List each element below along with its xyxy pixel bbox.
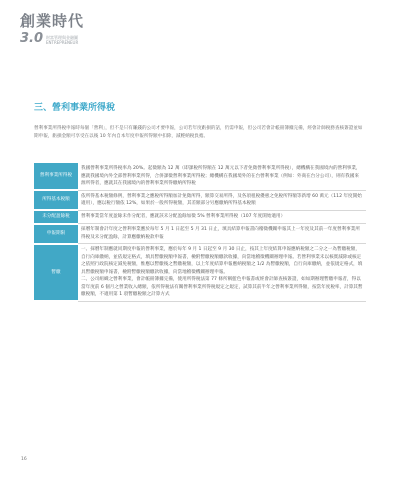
brand-subtitle-zh: 財富管理與金融圖 xyxy=(46,35,79,40)
row-label: 未分配盈餘稅 xyxy=(34,210,78,224)
brand-subrow xyxy=(20,33,84,45)
tax-table-body xyxy=(34,163,366,301)
row-text: 營利事業當年度盈餘未作分配者，應就該未分配盈餘加徵 5% 營利事業所得稅（107 年度開始適用） xyxy=(81,214,286,219)
row-label: 暫繳 xyxy=(34,244,78,302)
table-row xyxy=(34,210,366,224)
row-label: 申報期限 xyxy=(34,224,78,244)
table-row xyxy=(34,244,366,302)
row-content xyxy=(78,224,366,244)
row-label: 營利事業所得稅 xyxy=(34,163,78,190)
row-label: 所得基本稅額 xyxy=(34,190,78,210)
page-number: 16 xyxy=(21,457,27,462)
table-row xyxy=(34,163,366,190)
row-text: 依所得基本稅額條例，營利事業之應稅所得額加計免徵所得，額算交易所得，及各項租稅優惠之免稅所得額等新增 60 萬元（112 年度開始適用），應以稅行額依 12%，如果於一般所得稅額，其差額部分另應繳納所得基本稅額 xyxy=(81,193,362,206)
row-content xyxy=(78,210,366,224)
intro-paragraph: 營利事業所得稅申報時每個「營利」，但不是只有賺錢的公司才要申報，公司若年度虧損的話，仍需申報，但公司若會計帳冊簿據完備，經會計師稅務查核簽證並如期申報，虧損金額可享受在以後 10 年內自本年度申報所得額中扣除，減輕納稅負擔。 xyxy=(34,126,363,139)
row-content xyxy=(78,163,366,190)
brand-title: 創業時代 xyxy=(20,12,85,30)
table-row xyxy=(34,224,366,244)
row-text: 二、公司組織之營利事業，會計帳冊簿據完備，使用所得稅法第 77 條所稱藍色申報書或經會計師查核簽證，如如期辦理暫繳申報者，得以當年度前 6 個月之營業收入總額，依所得稅法有關營利事業所得稅規定之規定，試算其前半年之營利事業所得額，按當年度稅率，計算其暫繳稅額，不適用第 1 項暫繳稅額之計算方式 xyxy=(81,277,363,297)
row-text: 採曆年制會計年度之營利事業應於每年 5 月 1 日起至 5 月 31 日止，填具結算申報書向稽徵機關申報其上一年度及其前一年度營利事業所得稅及未分配盈餘，計算應繳納稅款申報 xyxy=(81,227,360,240)
row-content xyxy=(78,244,366,302)
row-text: 一、採曆年制應就同期度申報的營利事業，應於每年 9 月 1 日起至 9 月 30 日止，按其上年度結算申報應納稅額之二分之一為暫繳稅額，自行向庫繳納，並依規定格式，填具暫繳稅額申報書，檢附暫繳稅額繳款收據，向當地稽徵機關辦理申報。若營利事業未以核實減除或核定之依照行政院核定減免稅額，惟應以暫繳後之暫繳稅額，以上年度結算申報應納稅額之 1/2 為暫繳稅額，自行向庫繳納，並依規定格式，填具暫繳稅額申報書，檢附暫繳稅額繳款收據，向當地稽徵機關辦理申報。 xyxy=(81,247,363,275)
brand-subtitle-en: ENTREPRENEUR xyxy=(46,40,79,45)
row-content xyxy=(78,190,366,210)
brand-subtitle xyxy=(46,35,78,45)
table-row xyxy=(34,190,366,210)
brand-version: 3.0 xyxy=(20,31,44,46)
brand-logo xyxy=(20,10,84,45)
tax-table xyxy=(34,163,366,302)
section-title: 三、營利事業所得稅 xyxy=(34,103,116,113)
row-text: 我國營利事業所得稅率為 20%。起徵額為 12 萬（即課稅所得額在 12 萬元以下者免徵營利事業所得稅），總機構在我國境內的營利事業，應就我國境內外全部營利事業所得，合併課徵營利事業所得稅；總機構在我國境外的在台營利事業（例如：外商在台分公司），則有我國來源所得者，應就其在我國境內的營利事業所得繳納所得稅 xyxy=(81,166,361,186)
